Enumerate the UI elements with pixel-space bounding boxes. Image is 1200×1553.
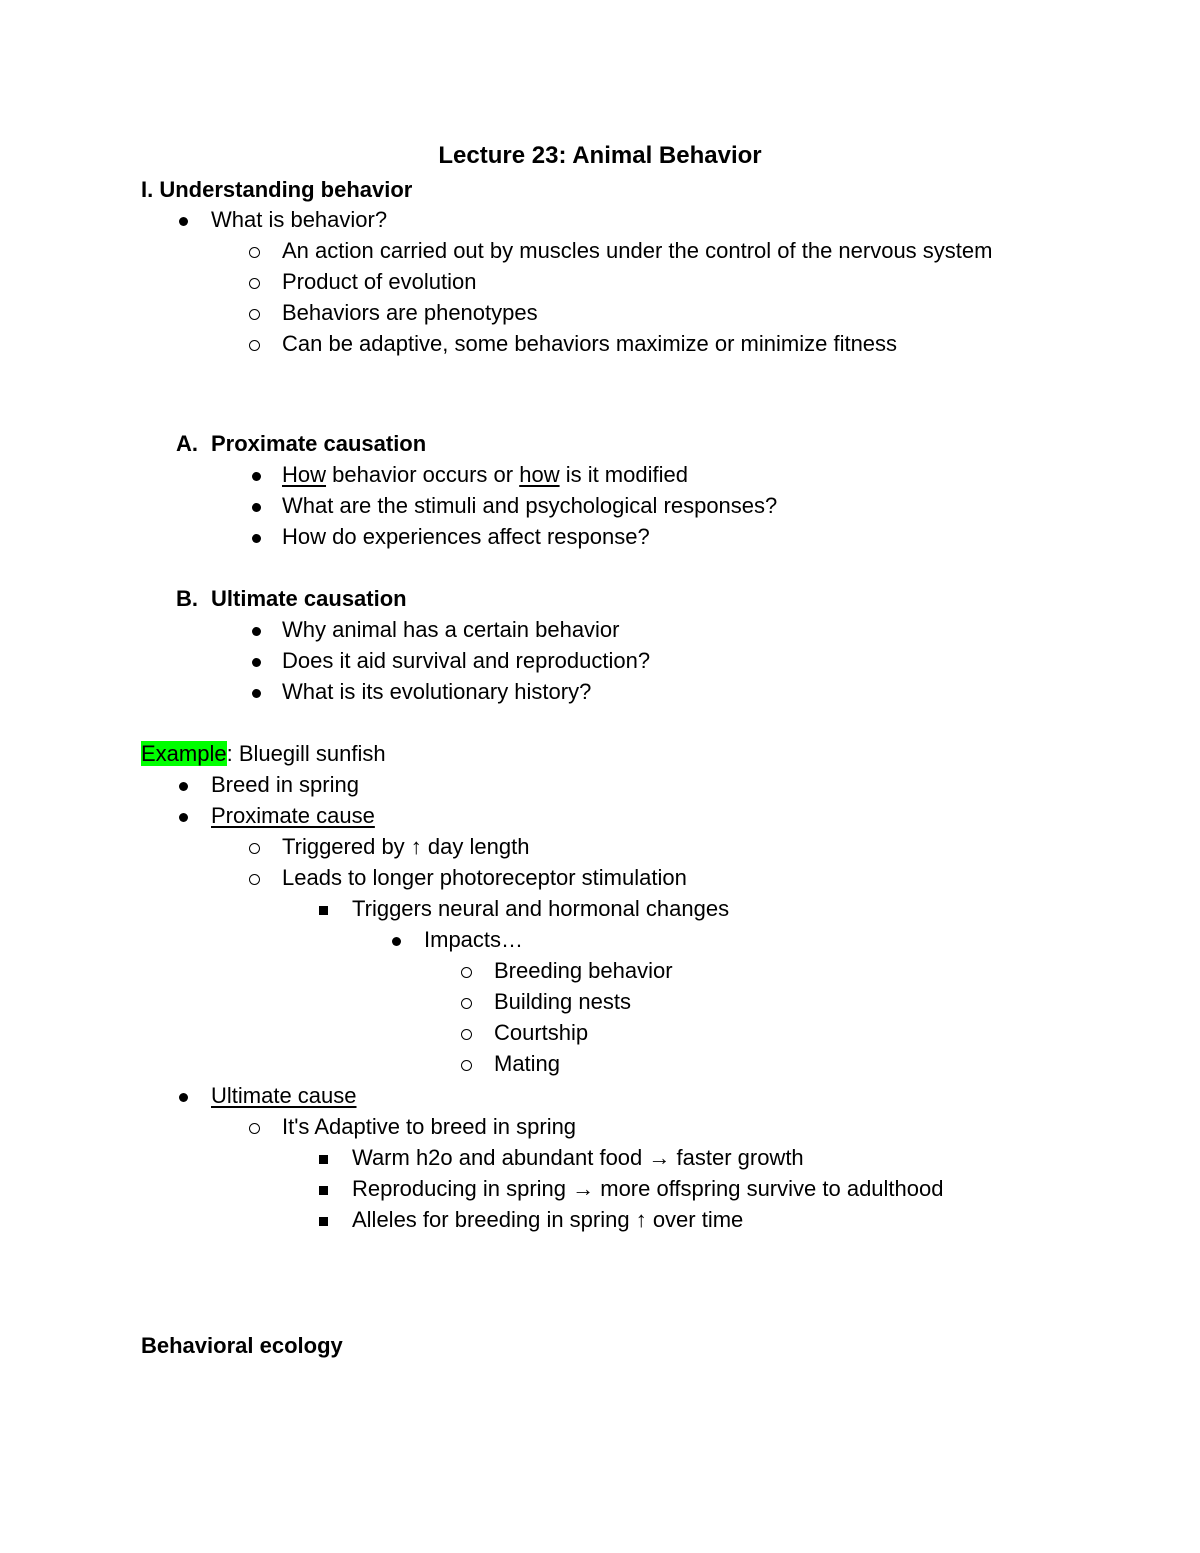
list-item: Building nests bbox=[494, 989, 631, 1014]
highlighted-label: Example bbox=[141, 741, 227, 766]
bullet-square-icon bbox=[319, 1186, 328, 1195]
section-marker-a: A. bbox=[176, 431, 198, 456]
bullet-circle-icon bbox=[249, 1123, 260, 1134]
bullet-square-icon bbox=[319, 1217, 328, 1226]
bullet-circle-icon bbox=[461, 1060, 472, 1071]
list-item: Reproducing in spring → more offspring survive to adulthood bbox=[352, 1176, 944, 1201]
list-item: Product of evolution bbox=[282, 269, 477, 294]
example-line bbox=[141, 740, 386, 768]
bullet-dot-icon bbox=[252, 689, 261, 698]
list-item: Mating bbox=[494, 1051, 561, 1076]
list-item: What are the stimuli and psychological responses? bbox=[282, 493, 778, 518]
bullet-square-icon bbox=[319, 1155, 328, 1164]
list-item: Breed in spring bbox=[211, 772, 359, 797]
bullet-square-icon bbox=[319, 906, 328, 915]
bullet-dot-icon bbox=[252, 472, 261, 481]
underlined-word: How bbox=[282, 462, 327, 487]
bullet-circle-icon bbox=[249, 874, 260, 885]
list-item: Behaviors are phenotypes bbox=[282, 300, 538, 325]
section-heading-behavioral-ecology: Behavioral ecology bbox=[141, 1333, 343, 1358]
bullet-dot-icon bbox=[179, 1093, 188, 1102]
ultimate-cause-label: Ultimate cause bbox=[211, 1083, 357, 1108]
list-item: Impacts… bbox=[424, 927, 524, 952]
list-item: Triggered by ↑ day length bbox=[282, 834, 530, 859]
list-item: What is its evolutionary history? bbox=[282, 679, 592, 704]
bullet-dot-icon bbox=[252, 627, 261, 636]
bullet-dot-icon bbox=[392, 937, 401, 946]
list-item: Warm h2o and abundant food → faster growth bbox=[352, 1145, 804, 1170]
list-item: Triggers neural and hormonal changes bbox=[352, 896, 730, 921]
list-item: It's Adaptive to breed in spring bbox=[282, 1114, 577, 1139]
section-heading-ultimate: Ultimate causation bbox=[211, 586, 407, 611]
list-item: An action carried out by muscles under the control of the nervous system bbox=[282, 238, 993, 263]
list-item: Why animal has a certain behavior bbox=[282, 617, 620, 642]
section-heading-proximate: Proximate causation bbox=[211, 431, 427, 456]
page-title: Lecture 23: Animal Behavior bbox=[438, 142, 762, 169]
list-item: Does it aid survival and reproduction? bbox=[282, 648, 651, 673]
underlined-word: how bbox=[519, 462, 560, 487]
bullet-dot-icon bbox=[252, 534, 261, 543]
bullet-circle-icon bbox=[461, 1029, 472, 1040]
list-item: Can be adaptive, some behaviors maximize or minimize fitness bbox=[282, 331, 898, 356]
bullet-circle-icon bbox=[461, 998, 472, 1009]
text-span: behavior occurs or bbox=[326, 462, 520, 487]
list-item: What is behavior? bbox=[211, 207, 388, 232]
list-item: Breeding behavior bbox=[494, 958, 673, 983]
list-item: Alleles for breeding in spring ↑ over time bbox=[352, 1207, 744, 1232]
bullet-dot-icon bbox=[179, 217, 188, 226]
proximate-cause-label: Proximate cause bbox=[211, 803, 375, 828]
bullet-circle-icon bbox=[249, 309, 260, 320]
list-item: Courtship bbox=[494, 1020, 589, 1045]
text-span: : Bluegill sunfish bbox=[226, 741, 386, 766]
bullet-dot-icon bbox=[252, 658, 261, 667]
bullet-circle-icon bbox=[249, 340, 260, 351]
bullet-circle-icon bbox=[249, 278, 260, 289]
bullet-dot-icon bbox=[179, 813, 188, 822]
bullet-circle-icon bbox=[249, 843, 260, 854]
section-heading-understanding: I. Understanding behavior bbox=[141, 177, 413, 202]
text-span: is it modified bbox=[559, 462, 688, 487]
section-marker-b: B. bbox=[176, 586, 198, 611]
bullet-circle-icon bbox=[461, 967, 472, 978]
list-item: Leads to longer photoreceptor stimulation bbox=[282, 865, 687, 890]
bullet-circle-icon bbox=[249, 247, 260, 258]
list-item: How do experiences affect response? bbox=[282, 524, 650, 549]
bullet-dot-icon bbox=[252, 503, 261, 512]
bullet-dot-icon bbox=[179, 782, 188, 791]
list-item bbox=[282, 461, 688, 489]
